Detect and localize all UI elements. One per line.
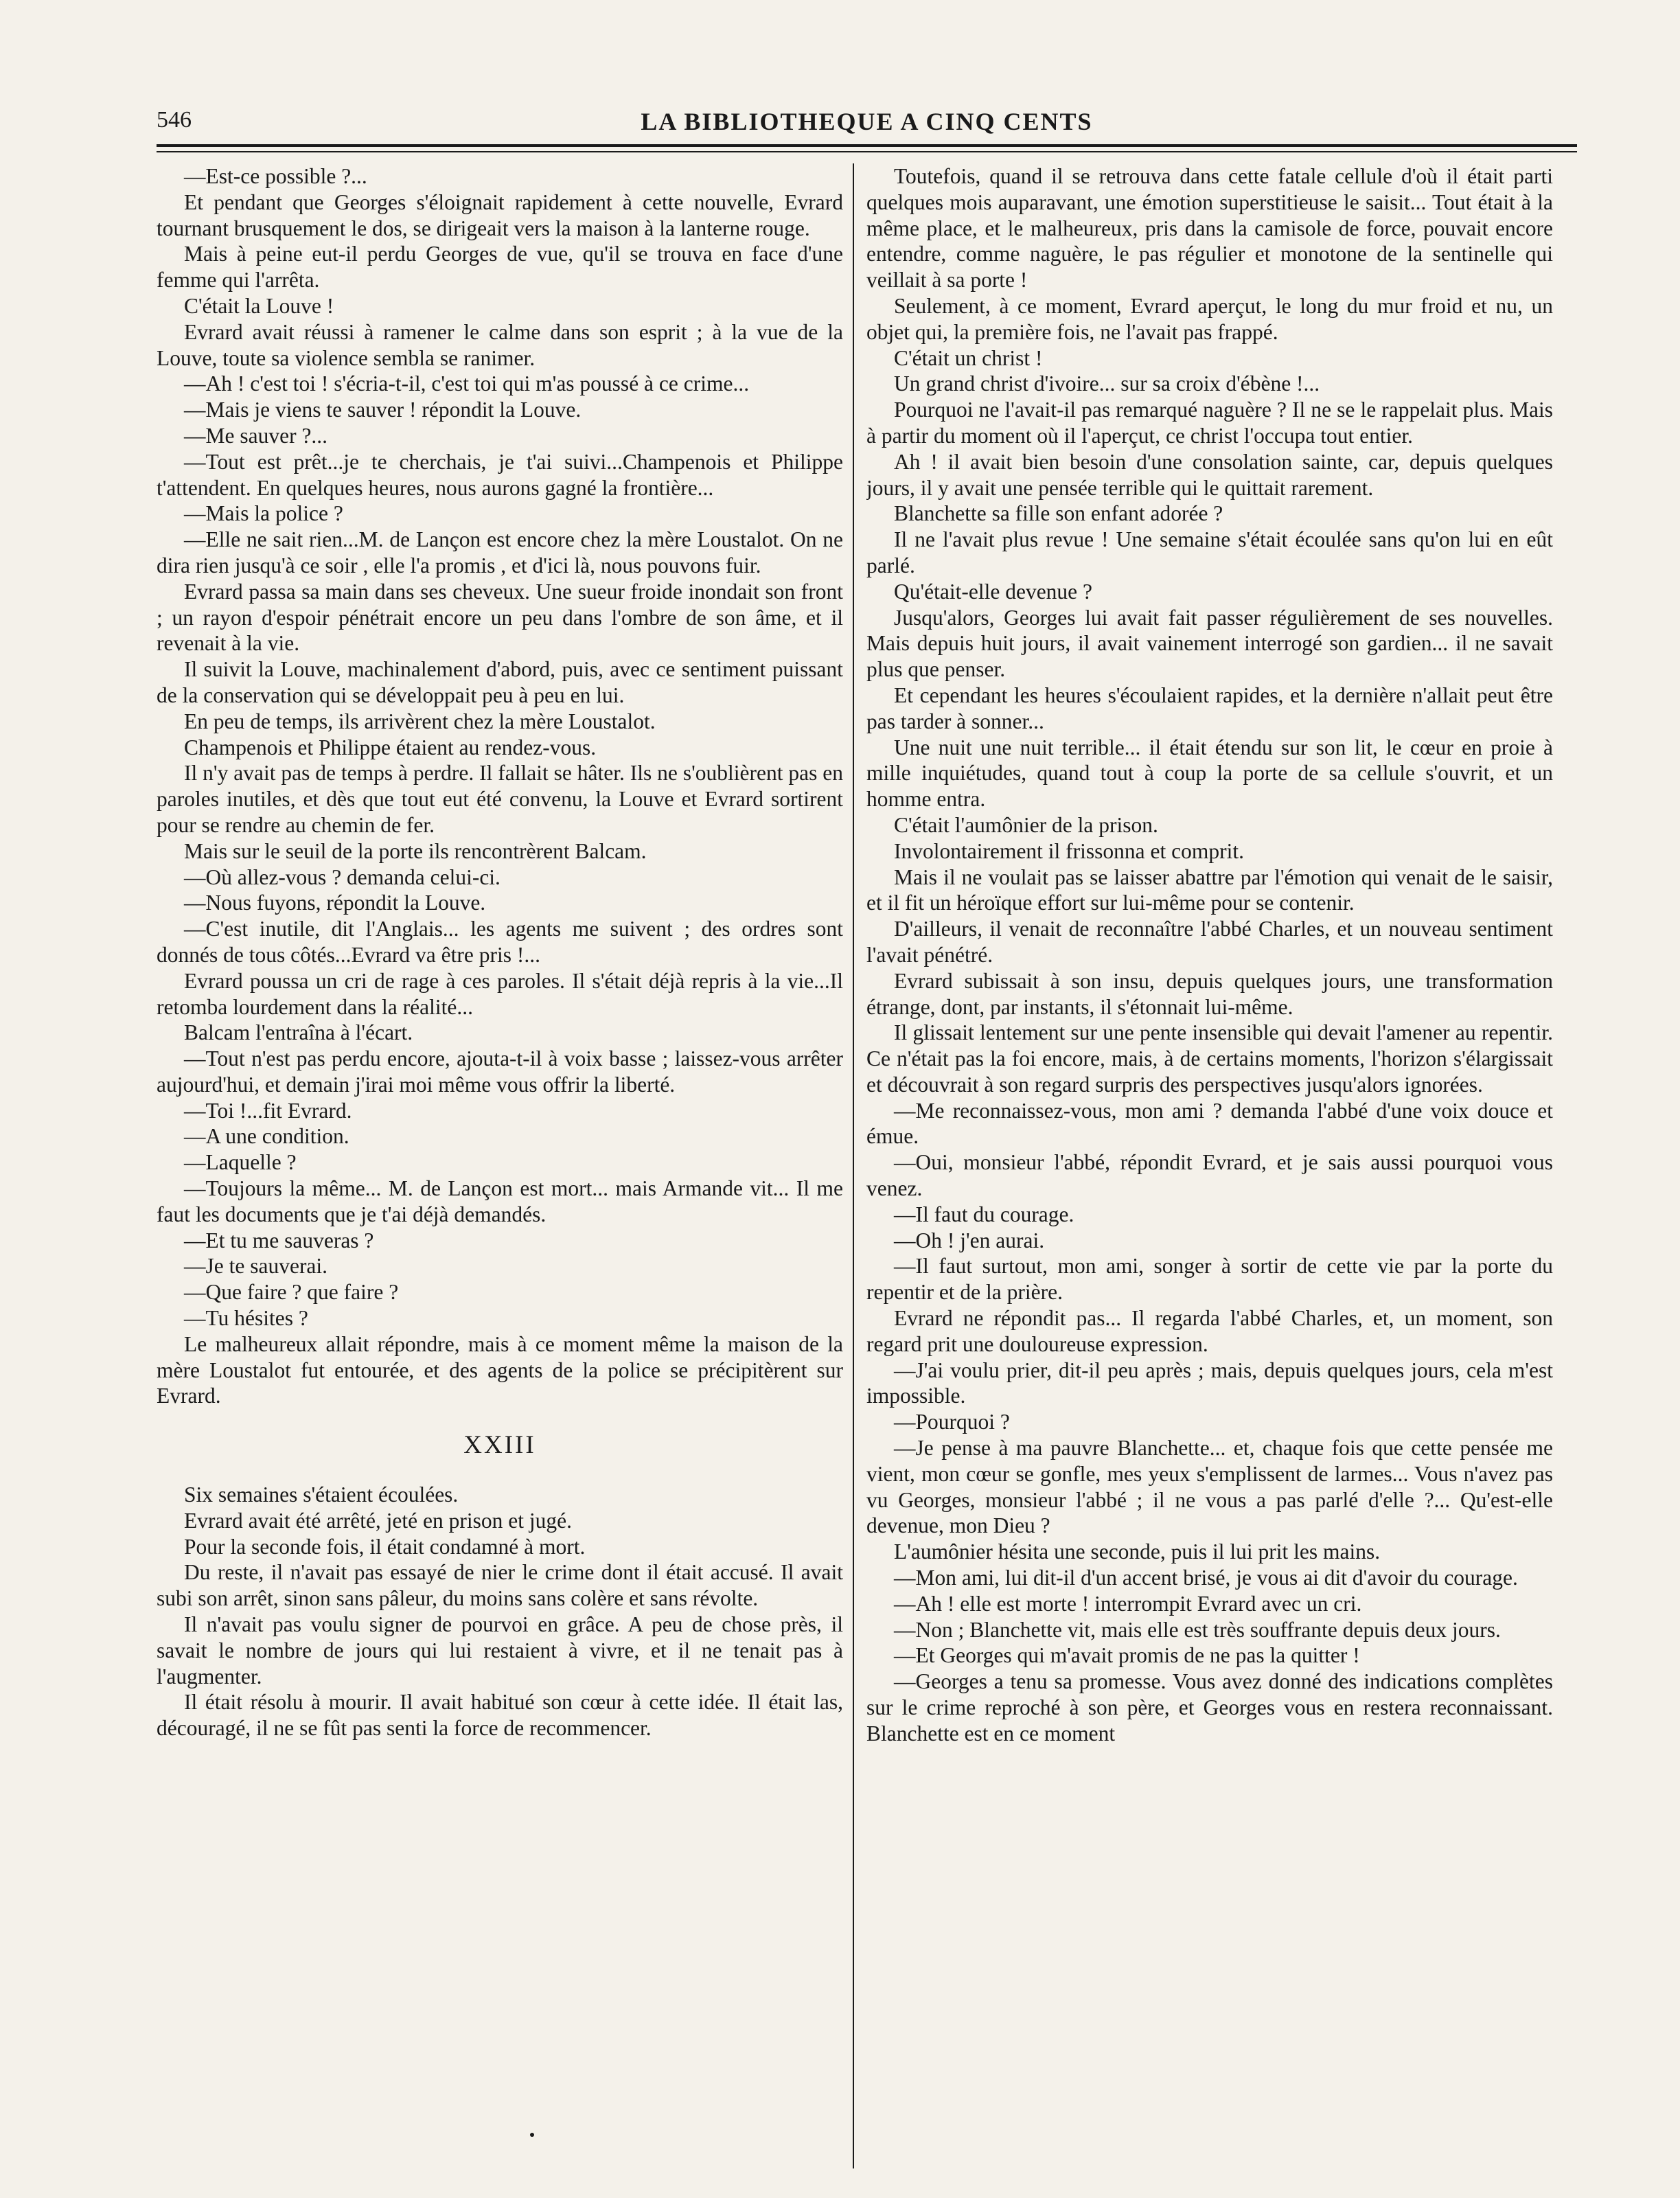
paragraph: Il était résolu à mourir. Il avait habitué son cœur à cette idée. Il était las, découragé, il ne se fût pas senti la force de recommencer.	[157, 1690, 843, 1741]
paragraph: Blanchette sa fille son enfant adorée ?	[894, 501, 1223, 526]
header-rule-thin	[157, 151, 1577, 152]
printer-dot	[530, 2133, 534, 2137]
paragraph: Balcam l'entraîna à l'écart.	[184, 1020, 413, 1045]
paragraph: —Ah ! c'est toi ! s'écria-t-il, c'est toi qui m'as poussé à ce crime...	[184, 371, 750, 396]
paragraph: Evrard avait été arrêté, jeté en prison et jugé.	[184, 1508, 572, 1533]
paragraph: Le malheureux allait répondre, mais à ce moment même la maison de la mère Loustalot fut entourée, et des agents de la police se précipitèrent sur Evrard.	[157, 1331, 843, 1408]
paragraph: —Mon ami, lui dit-il d'un accent brisé, je vous ai dit d'avoir du courage.	[894, 1566, 1518, 1590]
paragraph: —Et Georges qui m'avait promis de ne pas la quitter !	[894, 1643, 1360, 1668]
page-number: 546	[157, 107, 192, 133]
page-header	[157, 103, 1577, 144]
paragraph: —Que faire ? que faire ?	[184, 1280, 399, 1305]
paragraph: Champenois et Philippe étaient au rendez-vous.	[184, 735, 597, 759]
paragraph: En peu de temps, ils arrivèrent chez la mère Loustalot.	[184, 709, 656, 733]
paragraph: —Toi !...fit Evrard.	[184, 1098, 352, 1123]
paragraph: —Nous fuyons, répondit la Louve.	[184, 891, 486, 915]
column-divider	[853, 163, 854, 2168]
paragraph: C'était la Louve !	[184, 293, 334, 318]
left-column	[157, 163, 843, 2168]
paragraph: —J'ai voulu prier, dit-il peu après ; mais, depuis quelques jours, cela m'est impossible.	[866, 1358, 1553, 1408]
paragraph: Et cependant les heures s'écoulaient rapides, et la dernière n'allait peut être pas tarder à sonner...	[866, 683, 1553, 733]
paragraph: —Tu hésites ?	[184, 1306, 308, 1331]
paragraph: Evrard poussa un cri de rage à ces paroles. Il s'était déjà repris à la vie...Il retomba lourdement dans la réalité...	[157, 968, 843, 1019]
paragraph: Pour la seconde fois, il était condamné à mort.	[184, 1534, 586, 1559]
paragraph: —Et tu me sauveras ?	[184, 1228, 374, 1252]
paragraph: Du reste, il n'avait pas essayé de nier le crime dont il était accusé. Il avait subi son arrêt, sinon sans pâleur, du moins sans colère et sans révolte.	[157, 1560, 843, 1611]
paragraph: Pourquoi ne l'avait-il pas remarqué naguère ? Il ne se le rappelait plus. Mais à partir du moment où il l'aperçut, ce christ l'occupa tout entier.	[866, 398, 1553, 448]
paragraph: —Elle ne sait rien...M. de Lançon est encore chez la mère Loustalot. On ne dira rien jusqu'à ce soir , elle l'a promis , et d'ici là, nous pouvons fuir.	[157, 527, 843, 577]
left-text-before-chapter	[157, 163, 843, 1409]
paragraph: L'aumônier hésita une seconde, puis il lui prit les mains.	[894, 1539, 1381, 1564]
paragraph: Qu'était-elle devenue ?	[894, 579, 1093, 604]
paragraph: Il n'y avait pas de temps à perdre. Il fallait se hâter. Ils ne s'oublièrent pas en paroles inutiles, et dès que tout eut été convenu, la Louve et Evrard sortirent pour se rendre au chemin de fer.	[157, 761, 843, 837]
right-column	[866, 163, 1553, 2168]
paragraph: C'était un christ !	[894, 345, 1043, 370]
paragraph: Toutefois, quand il se retrouva dans cette fatale cellule d'où il était parti quelques mois auparavant, une émotion superstitieuse le saisit... Tout était à la même place, et le malheureux, pris dans la camisole de force, pouvait encore entendre, comme naguère, le pas régulier et monotone de la sentinelle qui veillait à sa porte !	[866, 164, 1553, 293]
paragraph: —Oui, monsieur l'abbé, répondit Evrard, et je sais aussi pourquoi vous venez.	[866, 1150, 1553, 1201]
paragraph: Evrard subissait à son insu, depuis quelques jours, une transformation étrange, dont, par instants, il s'étonnait lui-même.	[866, 968, 1553, 1019]
paragraph: Il glissait lentement sur une pente insensible qui devait l'amener au repentir. Ce n'était pas la foi encore, mais, à de certains moments, l'horizon s'élargissait et découvrait à son regard surpris des perspectives jusqu'alors ignorées.	[866, 1020, 1553, 1097]
paragraph: Mais à peine eut-il perdu Georges de vue, qu'il se trouva en face d'une femme qui l'arrêta.	[157, 242, 843, 293]
paragraph: —Est-ce possible ?...	[184, 164, 367, 188]
paragraph: Evrard ne répondit pas... Il regarda l'abbé Charles, et, un moment, son regard prit une douloureuse expression.	[866, 1306, 1553, 1356]
paragraph: Seulement, à ce moment, Evrard aperçut, le long du mur froid et nu, un objet qui, la première fois, ne l'avait pas frappé.	[866, 293, 1553, 344]
paragraph: Et pendant que Georges s'éloignait rapidement à cette nouvelle, Evrard tournant brusquement le dos, se dirigeait vers la maison à la lanterne rouge.	[157, 190, 843, 240]
running-title: LA BIBLIOTHEQUE A CINQ CENTS	[641, 108, 1093, 135]
paragraph: —Oh ! j'en aurai.	[894, 1228, 1045, 1252]
paragraph: Six semaines s'étaient écoulées.	[184, 1482, 459, 1507]
paragraph: —Laquelle ?	[184, 1150, 297, 1175]
paragraph: Involontairement il frissonna et comprit.	[894, 838, 1244, 863]
paragraph: —Je pense à ma pauvre Blanchette... et, chaque fois que cette pensée me vient, mon cœur se gonfle, mes yeux s'emplissent de larmes... Vous n'avez pas vu Georges, monsieur l'abbé ; il ne vous a pas parlé d'elle ?... Qu'est-elle devenue, mon Dieu ?	[866, 1436, 1553, 1538]
paragraph: —Je te sauverai.	[184, 1254, 328, 1279]
paragraph: —Ah ! elle est morte ! interrompit Evrard avec un cri.	[894, 1591, 1362, 1616]
paragraph: Il suivit la Louve, machinalement d'abord, puis, avec ce sentiment puissant de la conservation qui se développait peu à peu en lui.	[157, 657, 843, 707]
paragraph: —Pourquoi ?	[894, 1410, 1010, 1434]
paragraph: Evrard avait réussi à ramener le calme dans son esprit ; à la vue de la Louve, toute sa violence sembla se ranimer.	[157, 319, 843, 370]
paragraph: —Me reconnaissez-vous, mon ami ? demanda l'abbé d'une voix douce et émue.	[866, 1098, 1553, 1149]
header-rule-thick	[157, 144, 1577, 147]
paragraph: Une nuit une nuit terrible... il était étendu sur son lit, le cœur en proie à mille inquiétudes, quand tout à coup la porte de sa cellule s'ouvrit, et un homme entra.	[866, 735, 1553, 812]
paragraph: —Non ; Blanchette vit, mais elle est très souffrante depuis deux jours.	[894, 1617, 1501, 1642]
paragraph: —Toujours la même... M. de Lançon est mort... mais Armande vit... Il me faut les documents que je t'ai déjà demandés.	[157, 1176, 843, 1226]
paragraph: C'était l'aumônier de la prison.	[894, 812, 1158, 837]
paragraph: D'ailleurs, il venait de reconnaître l'abbé Charles, et un nouveau sentiment l'avait pénétré.	[866, 917, 1553, 967]
paragraph: Mais il ne voulait pas se laisser abattre par l'émotion qui venait de le saisir, et il fit un héroïque effort sur lui-même pour se contenir.	[866, 865, 1553, 915]
left-text-after-chapter	[157, 1482, 843, 1741]
paragraph: —Tout n'est pas perdu encore, ajouta-t-il à voix basse ; laissez-vous arrêter aujourd'hui, et demain j'irai moi même vous offrir la liberté.	[157, 1046, 843, 1097]
paragraph: —Mais la police ?	[184, 501, 343, 526]
chapter-heading: XXIII	[463, 1431, 536, 1460]
paragraph: —Il faut du courage.	[894, 1202, 1074, 1226]
paragraph: Il ne l'avait plus revue ! Une semaine s'était écoulée sans qu'on lui en eût parlé.	[866, 527, 1553, 577]
paragraph: —Georges a tenu sa promesse. Vous avez donné des indications complètes sur le crime reproché à son père, et Georges vous en restera reconnaissant. Blanchette est en ce moment	[866, 1669, 1553, 1745]
paragraph: Evrard passa sa main dans ses cheveux. Une sueur froide inondait son front ; un rayon d'espoir pénétrait encore un peu dans l'ombre de son âme, et il revenait à la vie.	[157, 579, 843, 656]
paragraph: —Mais je viens te sauver ! répondit la Louve.	[184, 398, 582, 422]
paragraph: Il n'avait pas voulu signer de pourvoi en grâce. A peu de chose près, il savait le nombre de jours qui lui restaient à vivre, et il ne tenait pas à l'augmenter.	[157, 1612, 843, 1688]
paragraph: —A une condition.	[184, 1124, 349, 1149]
paragraph: Un grand christ d'ivoire... sur sa croix d'ébène !...	[894, 371, 1320, 396]
paragraph: —Me sauver ?...	[184, 423, 328, 448]
paragraph: —Tout est prêt...je te cherchais, je t'ai suivi...Champenois et Philippe t'attendent. En quelques heures, nous aurons gagné la frontière...	[157, 449, 843, 500]
paragraph: Jusqu'alors, Georges lui avait fait passer régulièrement de ses nouvelles. Mais depuis huit jours, il avait vainement interrogé son gardien... il ne savait plus que penser.	[866, 605, 1553, 682]
paragraph: —Où allez-vous ? demanda celui-ci.	[184, 865, 500, 889]
paragraph: Ah ! il avait bien besoin d'une consolation sainte, car, depuis quelques jours, il y avait une pensée terrible qui le quittait rarement.	[866, 449, 1553, 500]
right-text	[866, 163, 1553, 1747]
paragraph: —C'est inutile, dit l'Anglais... les agents me suivent ; des ordres sont donnés de tous côtés...Evrard va être pris !...	[157, 917, 843, 967]
paragraph: —Il faut surtout, mon ami, songer à sortir de cette vie par la porte du repentir et de la prière.	[866, 1254, 1553, 1305]
paragraph: Mais sur le seuil de la porte ils rencontrèrent Balcam.	[184, 838, 647, 863]
